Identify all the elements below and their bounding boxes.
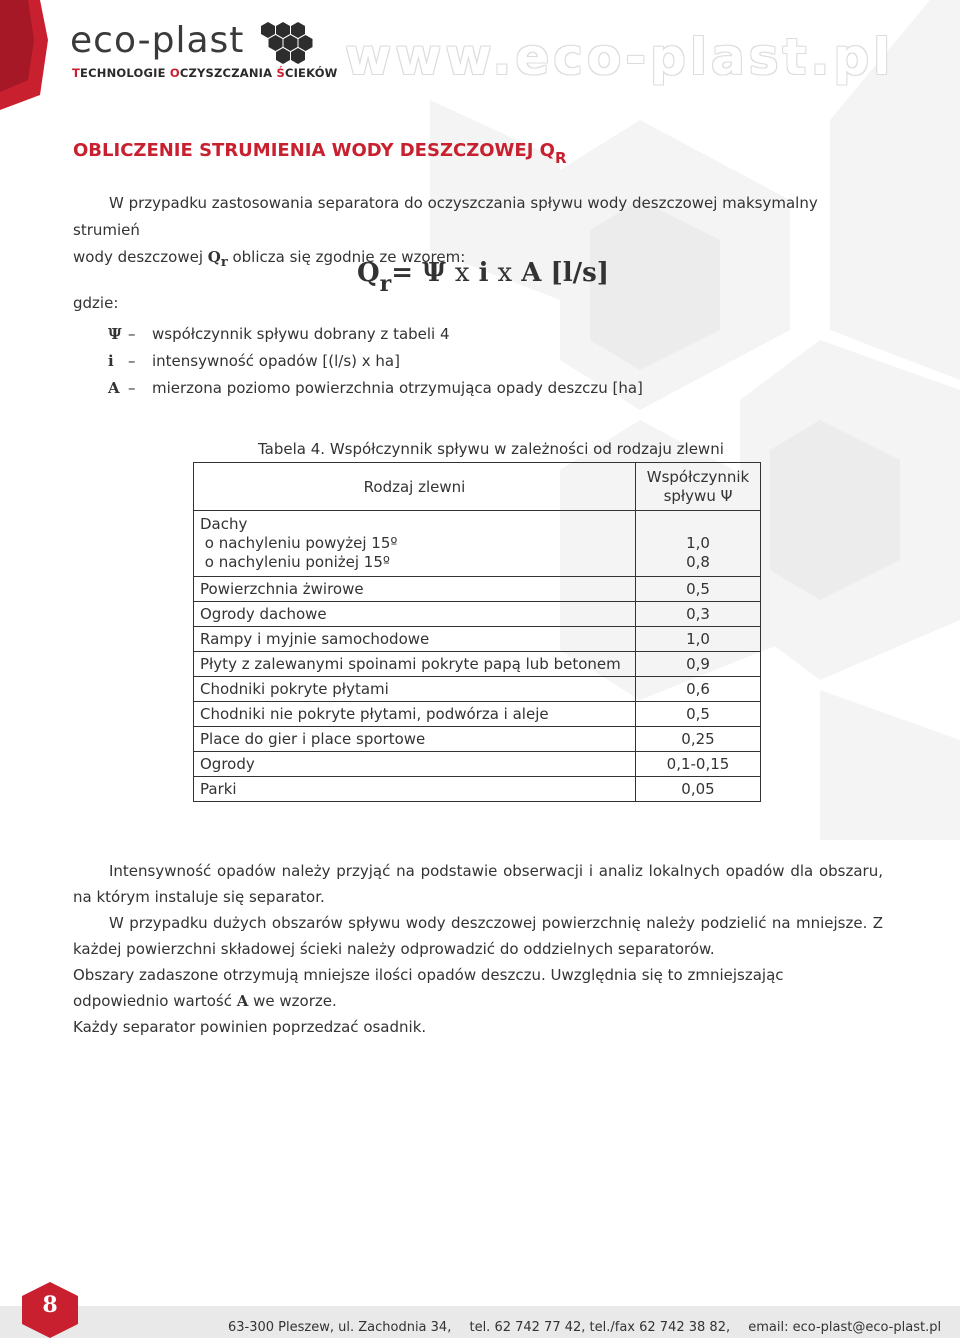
- table-row: Dachy o nachyleniu powyżej 15º o nachyleniu poniżej 15º 1,0 0,8: [194, 511, 761, 577]
- notes-section: [73, 858, 883, 1040]
- table-row: Powierzchnia żwirowe 0,5: [194, 577, 761, 602]
- intro-paragraph: W przypadku zastosowania separatora do oczyszczania spływu wody deszczowej maksymalny strumień wody deszczowej Qr oblicza się zgodnie ze wzorem:: [73, 194, 818, 270]
- where-label: gdzie:: [73, 294, 119, 312]
- paragraph-settler: Każdy separator powinien poprzedzać osadnik.: [73, 1018, 427, 1036]
- table-header-row: [194, 463, 761, 511]
- footer-contact: [228, 1320, 955, 1335]
- legend-item: A – mierzona poziomo powierzchnia otrzymująca opady deszczu [ha]: [108, 378, 643, 397]
- paragraph-roofed-areas: Obszary zadaszone otrzymują mniejsze ilości opadów deszczu. Uwzględnia się to zmniejszając odpowiednio wartość A we wzorze.: [73, 966, 784, 1010]
- page-number: 8: [42, 1292, 58, 1318]
- formula: $Q_r= \Psi$ x i x A [l/s]: [357, 258, 610, 297]
- table-row: Ogrody dachowe 0,3: [194, 602, 761, 627]
- table-caption: Tabela 4. Współczynnik spływu w zależności od rodzaju zlewni: [258, 440, 724, 458]
- paragraph-rainfall: Intensywność opadów należy przyjąć na podstawie obserwacji i analiz lokalnych opadów dla obszaru, na którym instaluje się separator.: [73, 862, 883, 906]
- website-watermark: www.eco-plast.pl: [345, 28, 895, 86]
- table-row: Płyty z zalewanymi spoinami pokryte papą lub betonem 0,9: [194, 652, 761, 677]
- table-row: Rampy i myjnie samochodowe 1,0: [194, 627, 761, 652]
- table-row: Parki 0,05: [194, 777, 761, 802]
- page-number-badge: [22, 1282, 78, 1338]
- symbol-legend: [108, 320, 643, 401]
- table-row: Place do gier i place sportowe 0,25: [194, 727, 761, 752]
- runoff-coefficient-table: [193, 462, 761, 802]
- paragraph-large-areas: W przypadku dużych obszarów spływu wody deszczowej powierzchnię należy podzielić na mniejsze. Z każdej powierzchni składowej ścieki należy odprowadzić do oddzielnych separatorów.: [73, 914, 883, 958]
- footer-address: 63-300 Pleszew, ul. Zachodnia 34,: [228, 1320, 452, 1335]
- legend-item: Ψ – współczynnik spływu dobrany z tabeli 4: [108, 324, 450, 343]
- footer-email: email: eco-plast@eco-plast.pl: [748, 1320, 942, 1335]
- brand-logo-text: eco-plast: [70, 20, 245, 61]
- column-header-type: Rodzaj zlewni: [194, 463, 636, 511]
- footer-phone: tel. 62 742 77 42, tel./fax 62 742 38 82,: [469, 1320, 731, 1335]
- table-row: Chodniki nie pokryte płytami, podwórza i aleje 0,5: [194, 702, 761, 727]
- brand-tagline: TECHNOLOGIE OCZYSZCZANIA ŚCIEKÓW: [72, 66, 338, 80]
- legend-item: i – intensywność opadów [(l/s) x ha]: [108, 351, 400, 370]
- table-row: Chodniki pokryte płytami 0,6: [194, 677, 761, 702]
- column-header-coefficient: Współczynnik spływu Ψ: [636, 463, 761, 511]
- table-row: Ogrody 0,1-0,15: [194, 752, 761, 777]
- page-title: OBLICZENIE STRUMIENIA WODY DESZCZOWEJ $Q_R$: [73, 140, 567, 167]
